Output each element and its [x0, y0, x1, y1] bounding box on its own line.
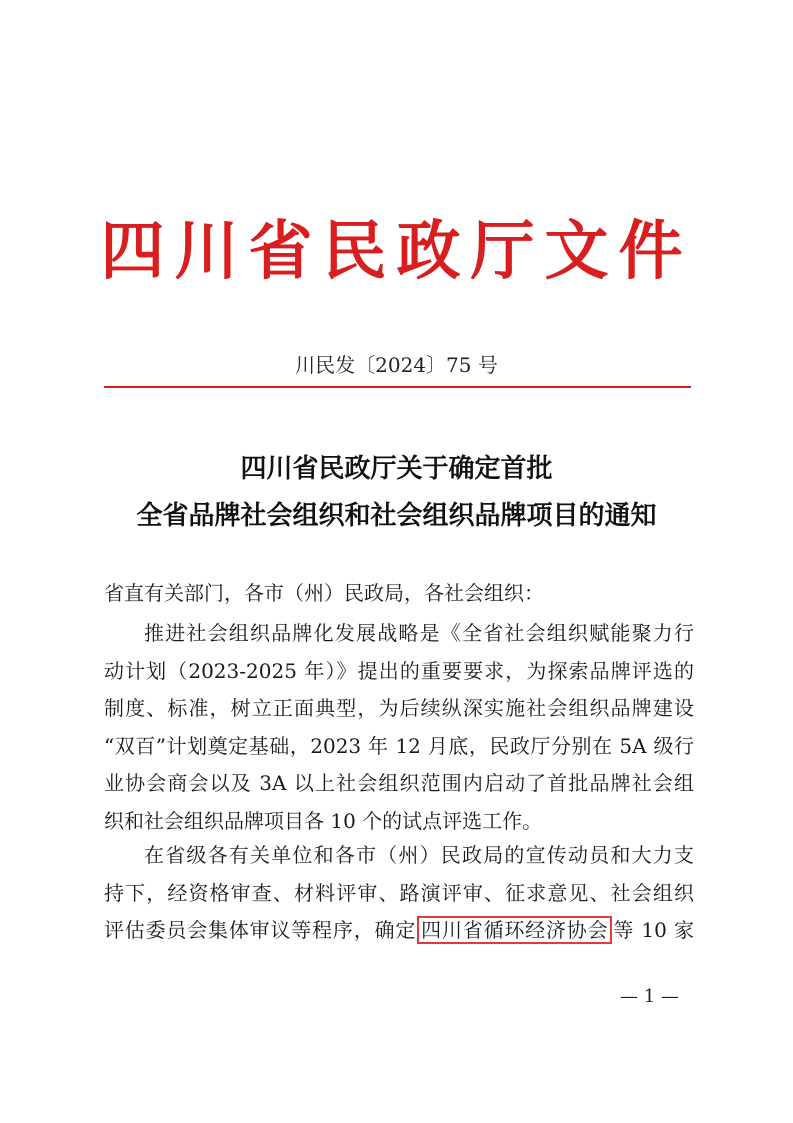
paragraph-2-line-3-before: 评估委员会集体审议等程序，确定 — [104, 918, 417, 942]
paragraph-2-line-3 — [104, 912, 694, 950]
paragraph-1-line: “双百”计划奠定基础，2023 年 12 月底，民政厅分别在 5A 级行 — [104, 733, 694, 758]
paragraph-1-line: 织和社会组织品牌项目各 10 个的试点评选工作。 — [104, 808, 543, 833]
paragraph-1 — [104, 615, 694, 840]
red-divider-line — [104, 386, 691, 388]
document-header-title: 四川省民政厅文件 — [100, 214, 693, 289]
salutation: 省直有关部门，各市（州）民政局，各社会组织： — [104, 581, 544, 605]
notice-title-line-1: 四川省民政厅关于确定首批 — [240, 454, 553, 484]
paragraph-1-line: 制度、标准，树立正面典型，为后续纵深实施社会组织品牌建设 — [104, 696, 694, 720]
page-number: — 1 — — [620, 986, 679, 1007]
highlighted-organization-name: 四川省循环经济协会 — [417, 916, 612, 944]
paragraph-1-line: 推进社会组织品牌化发展战略是《全省社会组织赋能聚力行 — [144, 621, 694, 645]
paragraph-2 — [104, 837, 694, 950]
paragraph-2-line: 在省级各有关单位和各市（州）民政局的宣传动员和大力支 — [144, 843, 694, 867]
notice-title-line-2: 全省品牌社会组织和社会组织品牌项目的通知 — [136, 501, 657, 531]
paragraph-2-line-3-after: 等 10 家 — [613, 918, 695, 942]
paragraph-1-line: 动计划（2023-2025 年）》提出的重要要求，为探索品牌评选的 — [104, 658, 694, 683]
document-number: 川民发〔2024〕75 号 — [295, 353, 498, 377]
paragraph-1-line: 业协会商会以及 3A 以上社会组织范围内启动了首批品牌社会组 — [104, 771, 694, 795]
paragraph-2-line: 持下，经资格审查、材料评审、路演评审、征求意见、社会组织 — [104, 880, 694, 905]
